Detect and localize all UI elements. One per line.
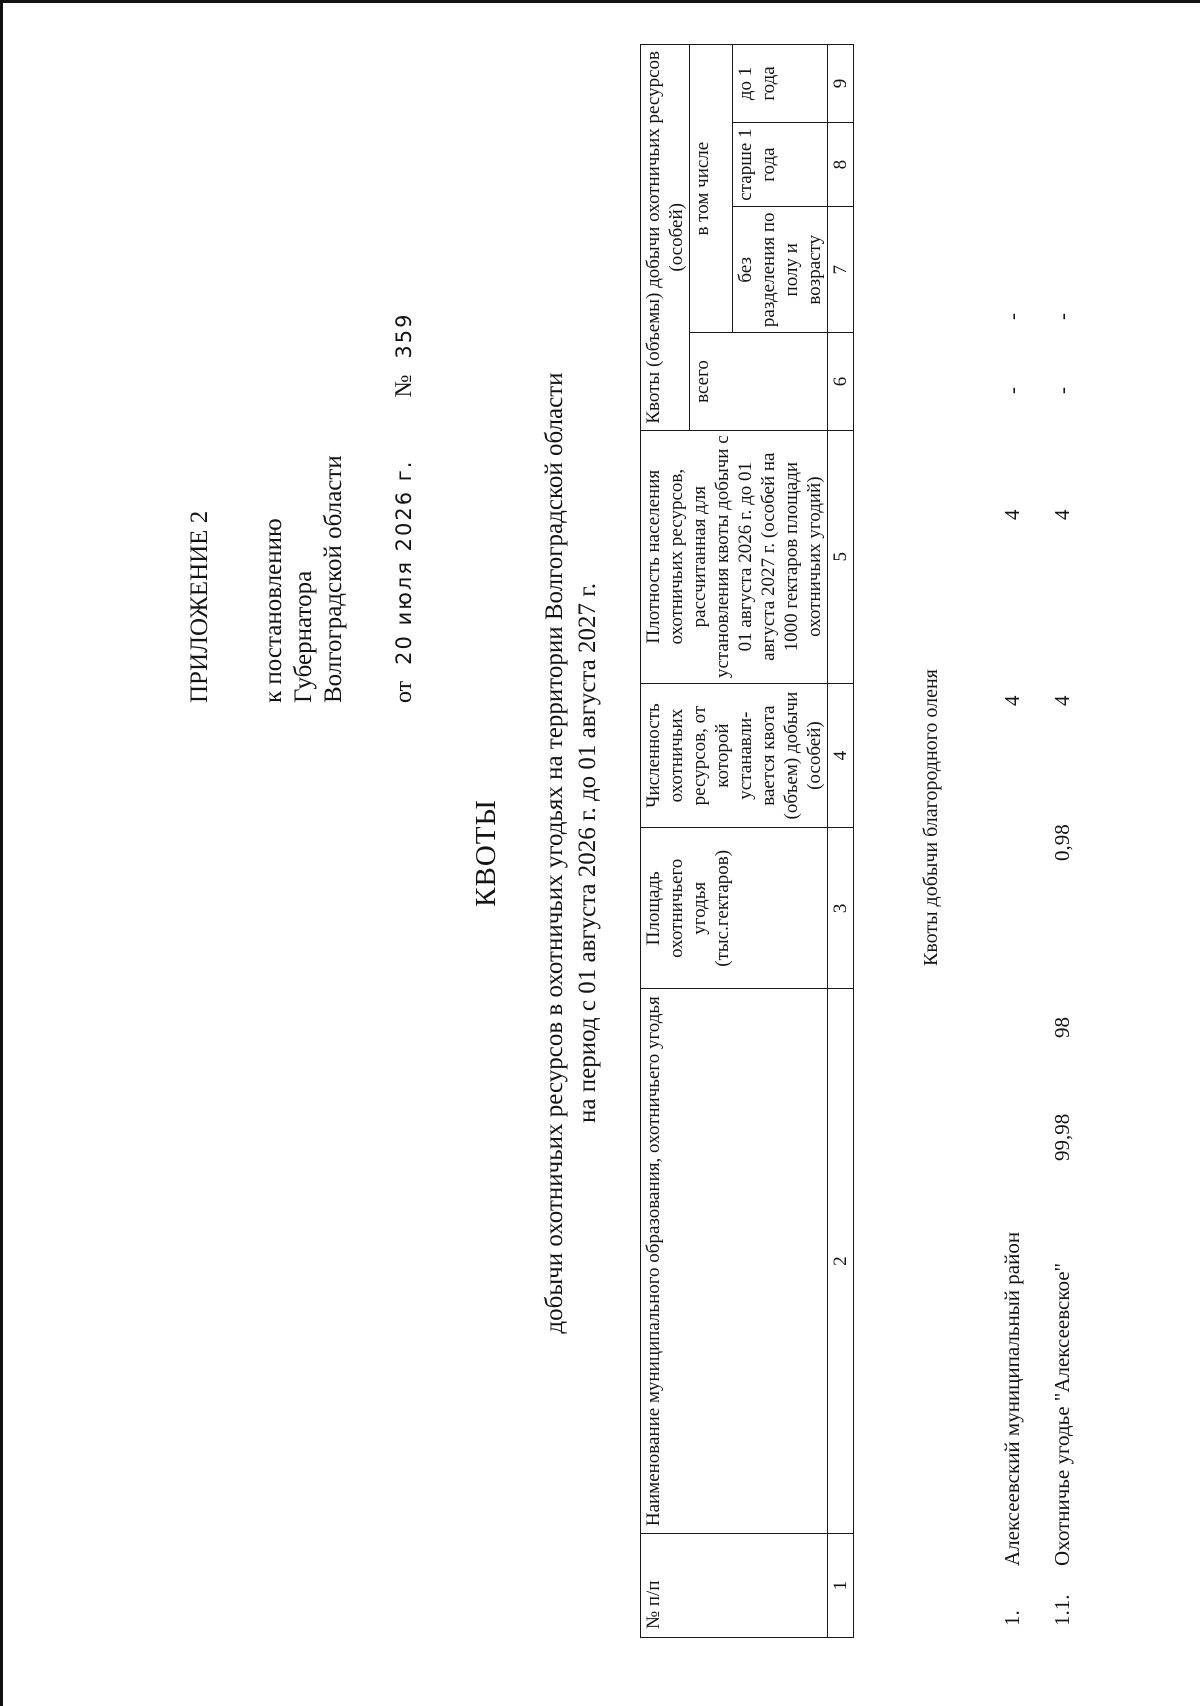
column-number-row <box>828 45 854 1638</box>
header-num: № п/п <box>641 1534 828 1638</box>
section-caption: Квоты добычи благородного оленя <box>920 669 942 966</box>
row-no-split: 4 <box>1000 509 1024 520</box>
row-num: 1.1. <box>1050 1594 1074 1626</box>
header-no-split: без разделения по полу и возрасту <box>733 207 828 333</box>
date-prefix: от <box>391 680 417 703</box>
row-older: - <box>1050 387 1074 394</box>
header-population: Численность охотничьих ресурсов, от которой устанавли-вается квота (объем) добычи (особей) <box>641 683 828 828</box>
header-density: Плотность населения охотничьих ресурсов, рассчитанная для установления квоты добычи с 01 августа 2026 г. до 01 августа 2027 г. (особей на 1000 гектаров площади охотничьих угодий) <box>641 430 828 683</box>
header-area: Площадь охотничьего угодья (тыс.гектаров) <box>641 828 828 989</box>
appendix-dateline <box>389 313 419 703</box>
column-number: 5 <box>828 430 854 683</box>
row-name: Алексеевский муниципальный район <box>1000 1231 1024 1566</box>
column-number: 9 <box>828 45 854 123</box>
header-younger: до 1 года <box>733 45 828 123</box>
subtitle-line-1: добычи охотничьих ресурсов в охотничьих угодьях на территории Волгоградской области <box>541 372 568 1334</box>
number-value: 359 <box>392 312 416 359</box>
header-total: всего <box>690 333 828 430</box>
header-quota-group: Квоты (объемы) добычи охотничьих ресурсов (особей) <box>641 45 690 431</box>
appendix-title: ПРИЛОЖЕНИЕ 2 <box>186 510 213 703</box>
row-area: 99,98 <box>1050 1113 1074 1161</box>
header-including: в том числе <box>690 45 733 333</box>
appendix-line-3: Волгоградской области <box>320 455 347 703</box>
quota-table <box>640 44 854 1638</box>
column-number: 7 <box>828 207 854 333</box>
column-number: 3 <box>828 828 854 989</box>
date-value: 20 июля 2026 г. <box>392 459 416 665</box>
header-row-1 <box>641 45 690 1638</box>
row-num: 1. <box>1000 1610 1024 1626</box>
column-number: 8 <box>828 122 854 206</box>
row-total: 4 <box>1050 695 1074 706</box>
appendix-line-1: к постановлению <box>260 518 287 703</box>
row-name: Охотничье угодье "Алексеевское" <box>1050 1262 1074 1566</box>
row-total: 4 <box>1000 695 1024 706</box>
row-younger: - <box>1000 313 1024 320</box>
row-older: - <box>1000 387 1024 394</box>
row-no-split: 4 <box>1050 509 1074 520</box>
appendix-line-2: Губернатора <box>290 570 317 703</box>
header-name: Наименование муниципального образования, охотничьего угодья <box>641 989 828 1534</box>
column-number: 6 <box>828 333 854 430</box>
document-subtitle <box>538 0 604 1706</box>
header-older: старше 1 года <box>733 122 828 206</box>
row-population: 98 <box>1050 1017 1074 1038</box>
number-prefix: № <box>391 374 417 398</box>
appendix-block <box>185 313 419 703</box>
column-number: 1 <box>828 1534 854 1638</box>
column-number: 4 <box>828 683 854 828</box>
row-younger: - <box>1050 313 1074 320</box>
document-title: КВОТЫ <box>470 799 502 907</box>
subtitle-line-2: на период с 01 августа 2026 г. до 01 августа 2027 г. <box>574 583 601 1123</box>
column-number: 2 <box>828 989 854 1534</box>
row-density: 0,98 <box>1050 824 1074 861</box>
